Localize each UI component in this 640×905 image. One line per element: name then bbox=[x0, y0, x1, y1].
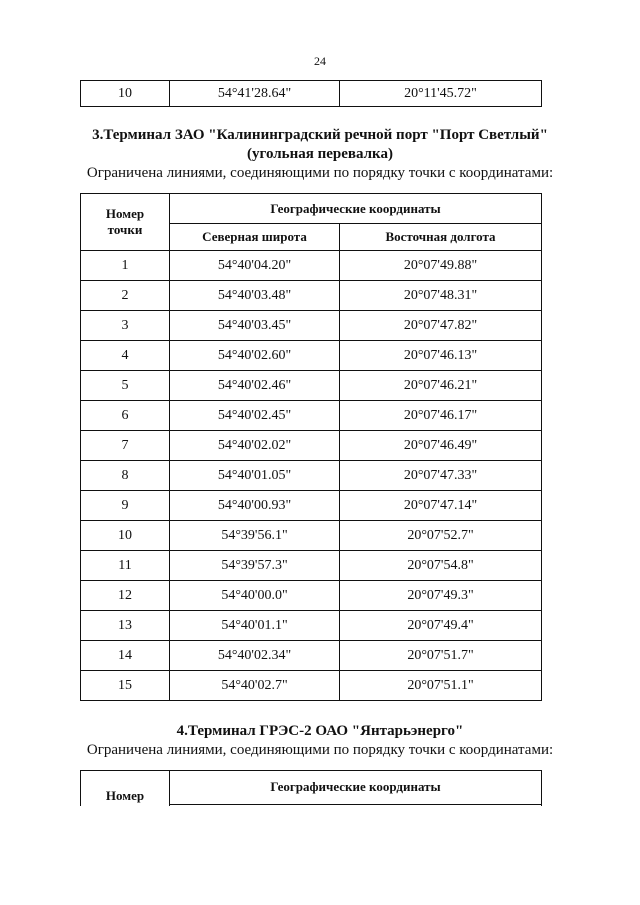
section3-coordinates-table bbox=[80, 193, 542, 701]
point-number: 9 bbox=[81, 491, 170, 521]
table-row bbox=[81, 81, 542, 107]
point-number: 2 bbox=[81, 281, 170, 311]
longitude-cell: 20°07'49.88" bbox=[340, 251, 542, 281]
point-number: 8 bbox=[81, 461, 170, 491]
longitude-cell: 20°07'49.4" bbox=[340, 611, 542, 641]
latitude-cell: 54°41'28.64" bbox=[170, 81, 340, 107]
latitude-cell: 54°40'02.34" bbox=[170, 641, 340, 671]
section3-intro: Ограничена линиями, соединяющими по порядку точки с координатами: bbox=[86, 165, 554, 181]
table-row bbox=[81, 281, 542, 311]
latitude-cell: 54°40'00.0" bbox=[170, 581, 340, 611]
point-number: 4 bbox=[81, 341, 170, 371]
point-number: 12 bbox=[81, 581, 170, 611]
table-row bbox=[81, 341, 542, 371]
table-row bbox=[81, 431, 542, 461]
longitude-cell: 20°07'47.14" bbox=[340, 491, 542, 521]
latitude-cell: 54°39'56.1" bbox=[170, 521, 340, 551]
longitude-cell: 20°07'49.3" bbox=[340, 581, 542, 611]
table-row bbox=[81, 641, 542, 671]
longitude-cell: 20°07'46.49" bbox=[340, 431, 542, 461]
point-number: 11 bbox=[81, 551, 170, 581]
longitude-cell: 20°07'51.7" bbox=[340, 641, 542, 671]
point-number: 3 bbox=[81, 311, 170, 341]
latitude-cell: 54°40'03.48" bbox=[170, 281, 340, 311]
latitude-cell: 54°40'02.02" bbox=[170, 431, 340, 461]
latitude-cell: 54°40'02.45" bbox=[170, 401, 340, 431]
point-number: 7 bbox=[81, 431, 170, 461]
table-row bbox=[81, 611, 542, 641]
longitude-cell: 20°07'51.1" bbox=[340, 671, 542, 701]
latitude-cell: 54°40'03.45" bbox=[170, 311, 340, 341]
longitude-cell: 20°11'45.72" bbox=[340, 81, 542, 107]
table-row bbox=[81, 521, 542, 551]
point-number: 10 bbox=[81, 81, 170, 107]
header-longitude: Восточная долгота bbox=[340, 224, 542, 251]
longitude-cell: 20°07'48.31" bbox=[340, 281, 542, 311]
header-point-number-line1: Номер bbox=[105, 206, 145, 221]
longitude-cell: 20°07'46.13" bbox=[340, 341, 542, 371]
table-row bbox=[81, 551, 542, 581]
section3-title: 3.Терминал ЗАО "Калининградский речной порт "Порт Светлый" bbox=[92, 127, 548, 143]
header-latitude: Северная широта bbox=[170, 224, 340, 251]
point-number: 13 bbox=[81, 611, 170, 641]
header-divider bbox=[170, 804, 542, 806]
point-number: 6 bbox=[81, 401, 170, 431]
latitude-cell: 54°40'00.93" bbox=[170, 491, 340, 521]
table-row bbox=[81, 581, 542, 611]
section3-table-body bbox=[81, 251, 542, 701]
table-row bbox=[81, 461, 542, 491]
longitude-cell: 20°07'46.21" bbox=[340, 371, 542, 401]
longitude-cell: 20°07'46.17" bbox=[340, 401, 542, 431]
table-row bbox=[81, 671, 542, 701]
point-number: 15 bbox=[81, 671, 170, 701]
previous-coordinates-table bbox=[80, 80, 542, 107]
table-row bbox=[81, 311, 542, 341]
latitude-cell: 54°39'57.3" bbox=[170, 551, 340, 581]
section4-title: 4.Терминал ГРЭС-2 ОАО "Янтарьэнерго" bbox=[176, 723, 464, 739]
header-geo-coordinates: Географические координаты bbox=[170, 771, 542, 805]
latitude-cell: 54°40'04.20" bbox=[170, 251, 340, 281]
header-point-number bbox=[81, 194, 170, 251]
longitude-cell: 20°07'47.33" bbox=[340, 461, 542, 491]
longitude-cell: 20°07'52.7" bbox=[340, 521, 542, 551]
table-row bbox=[81, 491, 542, 521]
header-geo-coordinates: Географические координаты bbox=[170, 194, 542, 224]
latitude-cell: 54°40'02.46" bbox=[170, 371, 340, 401]
section3-subtitle: (угольная перевалка) bbox=[247, 146, 393, 162]
point-number: 5 bbox=[81, 371, 170, 401]
table-row bbox=[81, 371, 542, 401]
point-number: 14 bbox=[81, 641, 170, 671]
table-row bbox=[81, 251, 542, 281]
point-number: 1 bbox=[81, 251, 170, 281]
table-row bbox=[81, 401, 542, 431]
point-number: 10 bbox=[81, 521, 170, 551]
longitude-cell: 20°07'47.82" bbox=[340, 311, 542, 341]
latitude-cell: 54°40'01.05" bbox=[170, 461, 340, 491]
section4-intro: Ограничена линиями, соединяющими по порядку точки с координатами: bbox=[86, 742, 554, 758]
latitude-cell: 54°40'02.7" bbox=[170, 671, 340, 701]
latitude-cell: 54°40'01.1" bbox=[170, 611, 340, 641]
section4-coordinates-table bbox=[80, 770, 542, 806]
header-point-number-line2: точки bbox=[107, 222, 143, 237]
page-number: 24 bbox=[314, 54, 326, 68]
longitude-cell: 20°07'54.8" bbox=[340, 551, 542, 581]
header-point-number: Номер bbox=[81, 771, 170, 807]
latitude-cell: 54°40'02.60" bbox=[170, 341, 340, 371]
